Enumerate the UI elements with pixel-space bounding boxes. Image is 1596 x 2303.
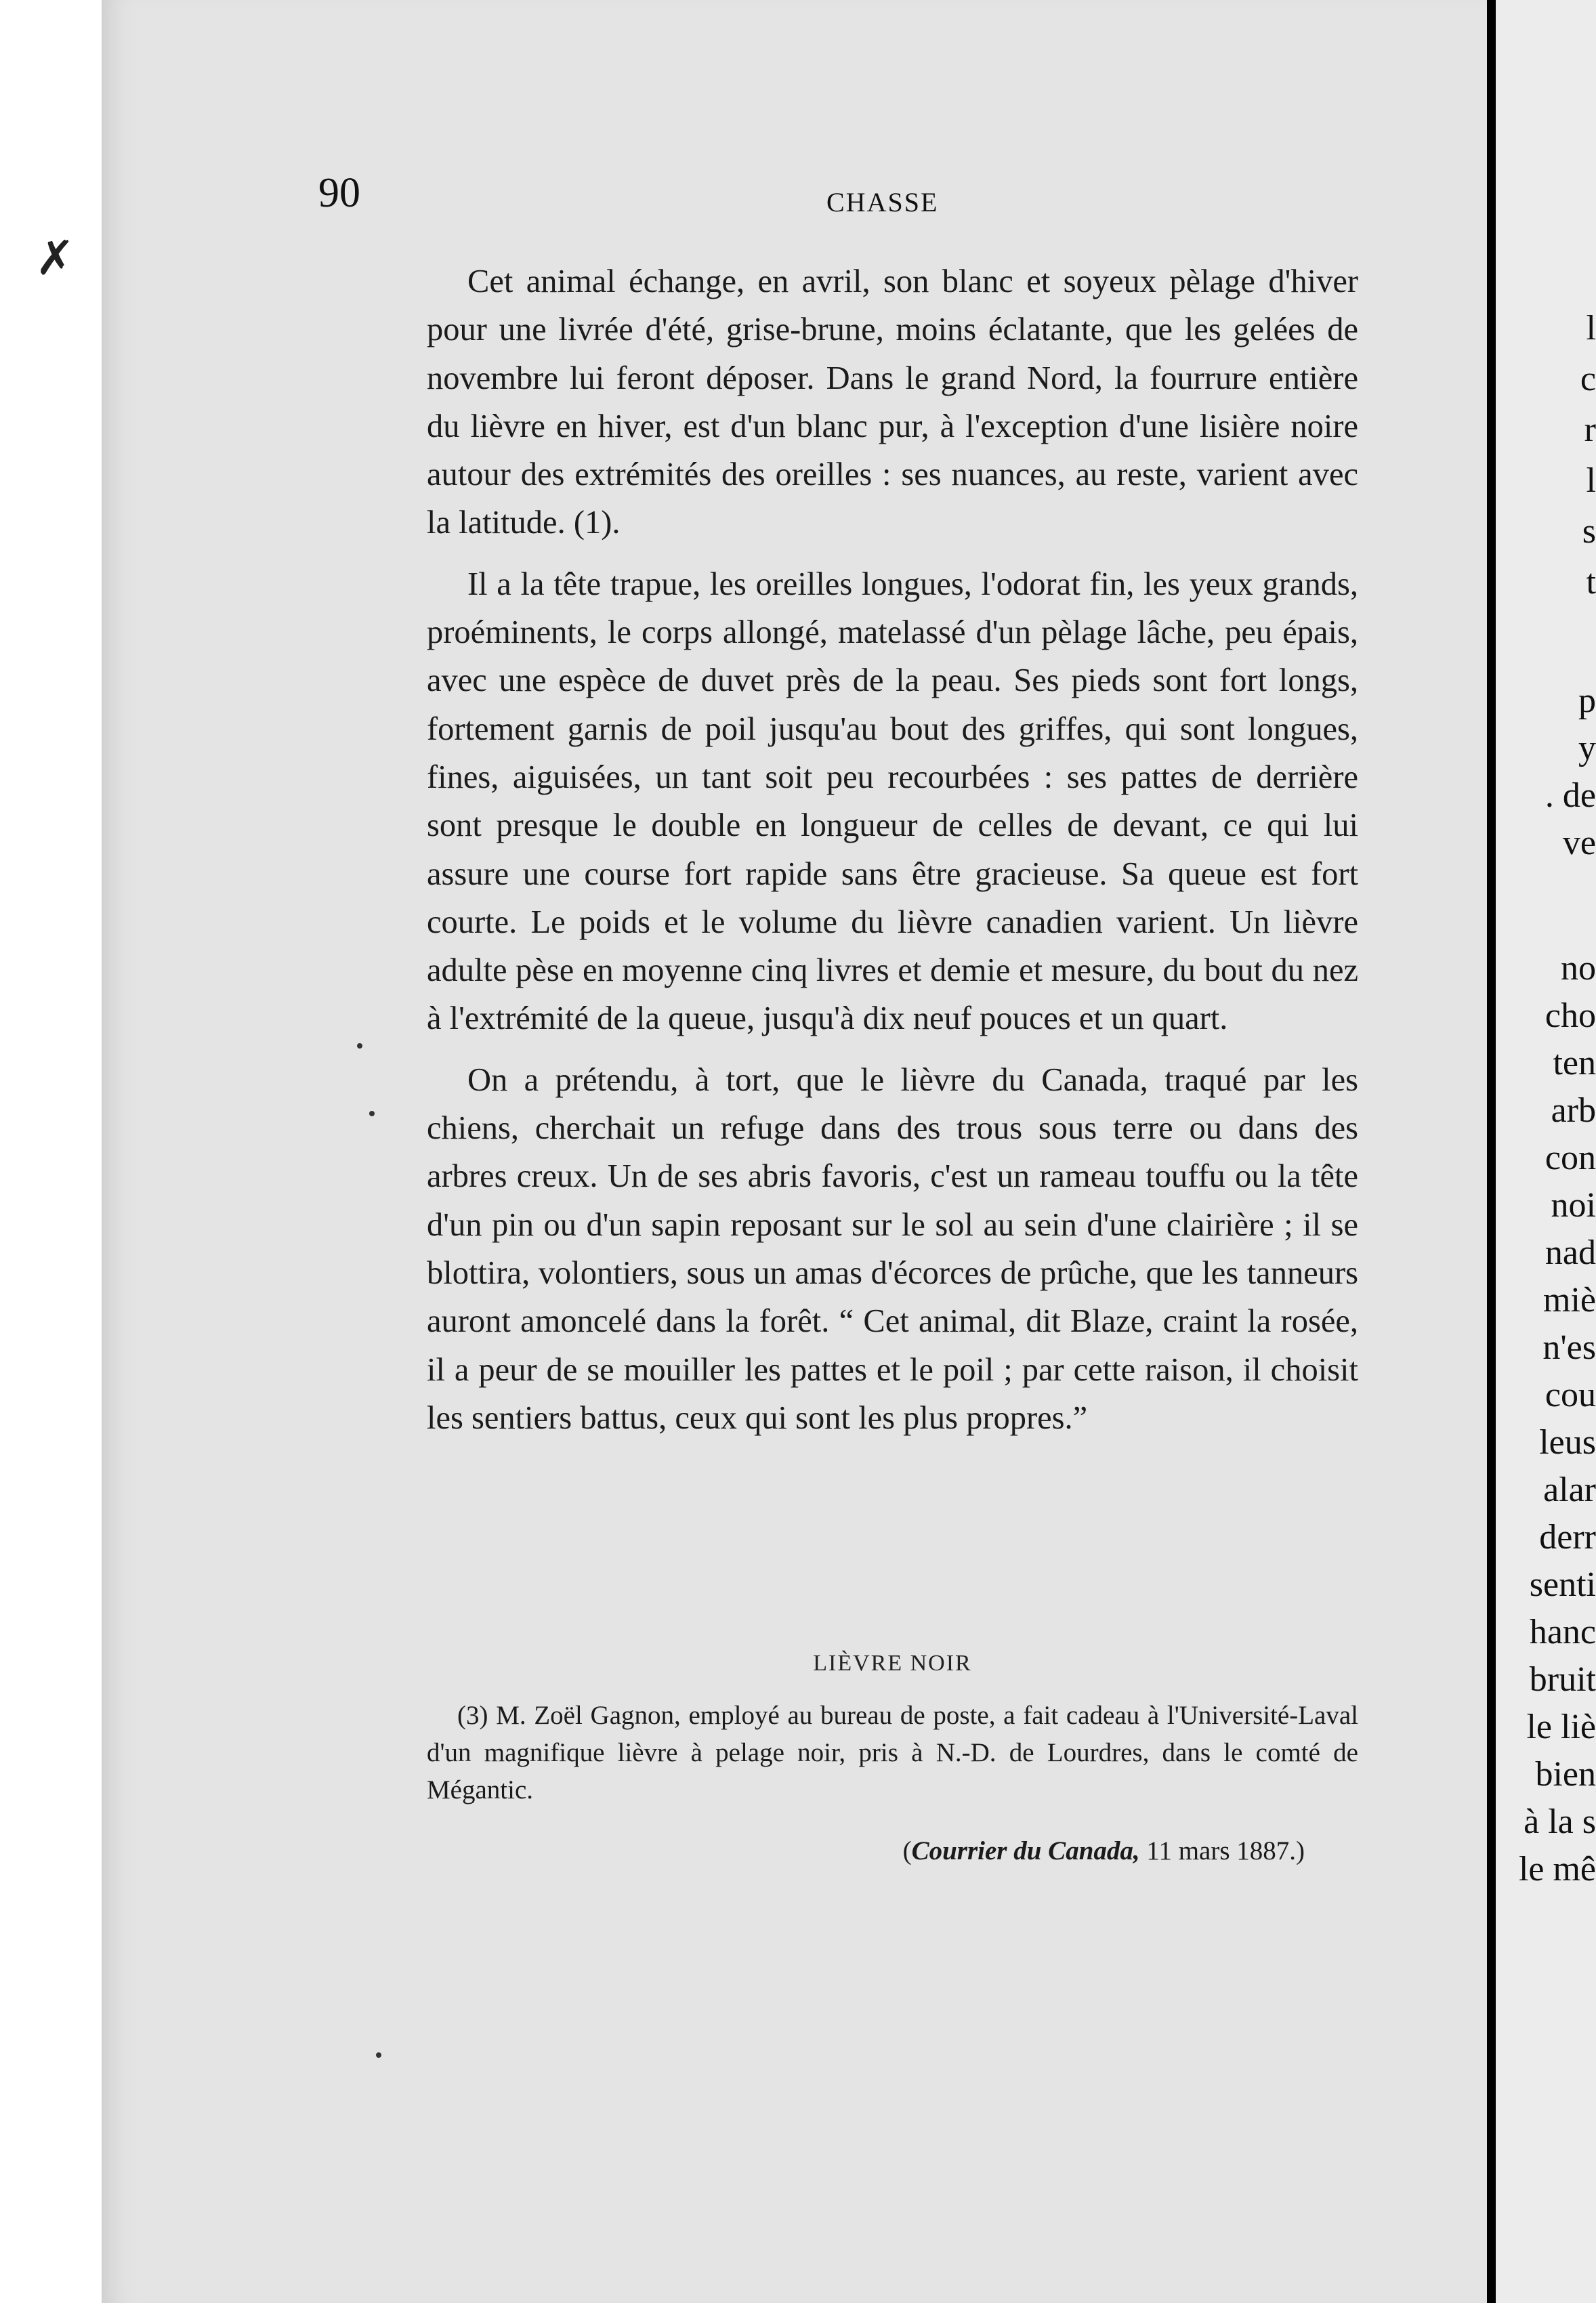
next-page-fragment: t <box>1586 563 1596 601</box>
paragraph-1: Cet animal échange, en avril, son blanc et soyeux pèlage d'hiver pour une livrée d'été, grise-brune, moins éclatante, que les gelées de novembre lui feront déposer. Dans le grand Nord, la fourrure entière du lièvre en hiver, est d'un blanc pur, à l'exception d'une lisière noire autour des extrémités des oreilles : ses nuances, au reste, varient avec la latitude. (1). <box>427 263 1358 541</box>
paragraph-3: On a prétendu, à tort, que le lièvre du Canada, traqué par les chiens, cherchait un refuge dans des trous sous terre ou dans des arbres creux. Un de ses abris favoris, c'est un rameau touffu ou la tête d'un pin ou d'un sapin reposant sur le sol au sein d'une clairière ; il se blottira, volontiers, sous un amas d'écorces de prûche, que les tanneurs auront amoncelé dans la forêt. “ Cet animal, dit Blaze, craint la rosée, il a peur de se mouiller les pattes et le poil ; par cette raison, il choisit les sentiers battus, ceux qui sont les plus propres.” <box>427 1061 1358 1436</box>
next-page-fragment: arb <box>1551 1091 1596 1130</box>
next-page-fragment: leus <box>1539 1423 1596 1462</box>
body-text <box>427 257 1358 1442</box>
next-page-fragment: nad <box>1545 1233 1596 1272</box>
speck <box>376 2052 381 2058</box>
next-page-fragment: cho <box>1545 996 1596 1035</box>
next-page-fragment: le liè <box>1526 1708 1596 1746</box>
next-page-fragment: s <box>1582 512 1596 551</box>
next-page-fragment: ve <box>1562 824 1596 862</box>
next-page-fragment: p <box>1578 681 1596 720</box>
next-page-fragment: miè <box>1543 1281 1596 1319</box>
source-citation <box>903 1836 1305 1866</box>
next-page-edge <box>1496 0 1596 2303</box>
source-open: ( <box>902 1836 912 1865</box>
next-page-fragment: y <box>1578 729 1596 767</box>
next-page-fragment: l <box>1586 309 1596 347</box>
next-page-fragment: . de <box>1545 776 1596 815</box>
next-page-fragment: ten <box>1553 1044 1596 1082</box>
source-title: Courrier du Canada, <box>911 1836 1140 1865</box>
next-page-fragment: le mê <box>1518 1850 1596 1888</box>
section-heading: LIÈVRE NOIR <box>813 1651 972 1676</box>
next-page-fragment: r <box>1584 410 1596 449</box>
next-page-fragment: c <box>1580 360 1596 398</box>
next-page-fragment: bruit <box>1529 1660 1596 1699</box>
next-page-fragment: hanc <box>1529 1613 1596 1651</box>
page-number: 90 <box>318 170 360 216</box>
left-margin <box>0 0 102 2303</box>
paragraph-2: Il a la tête trapue, les oreilles longues, l'odorat fin, les yeux grands, proéminents, le corps allongé, matelassé d'un pèlage lâche, peu épais, avec une espèce de duvet près de la peau. Ses pieds sont fort longs, fortement garnis de poil jusqu'au bout des griffes, qui sont longues, fines, aiguisées, un tant soit peu recourbées : ses pattes de derrière sont presque le double en longueur de celles de devant, ce qui lui assure une course fort rapide sans être gracieuse. Sa queue est fort courte. Le poids et le volume du lièvre canadien varient. Un lièvre adulte pèse en moyenne cinq livres et demie et mesure, du bout du nez à l'extrémité de la queue, jusqu'à dix neuf pouces et un quart. <box>427 566 1358 1037</box>
next-page-fragment: bien <box>1535 1755 1596 1794</box>
speck <box>369 1111 375 1116</box>
next-page-fragment: l <box>1586 461 1596 500</box>
footnote: (3) M. Zoël Gagnon, employé au bureau de poste, a fait cadeau à l'Université-Laval d'un magnifique lièvre à pelage noir, pris à N.-D. de Lourdres, dans le comté de Mégantic. <box>427 1701 1358 1804</box>
speck <box>357 1043 362 1049</box>
next-page-fragment: derr <box>1539 1518 1596 1557</box>
next-page-fragment: no <box>1561 949 1596 988</box>
ink-mark-icon: ✗ <box>35 230 75 286</box>
next-page-fragment: à la s <box>1524 1802 1596 1841</box>
next-page-fragment: cou <box>1545 1376 1596 1414</box>
next-page-fragment: noi <box>1551 1186 1596 1225</box>
next-page-fragment: con <box>1545 1139 1596 1177</box>
next-page-fragment: n'es <box>1542 1328 1596 1367</box>
running-head: CHASSE <box>826 187 939 217</box>
source-date: 11 mars 1887.) <box>1139 1836 1305 1865</box>
next-page-fragment: senti <box>1529 1565 1596 1604</box>
next-page-fragment: alar <box>1543 1471 1596 1509</box>
